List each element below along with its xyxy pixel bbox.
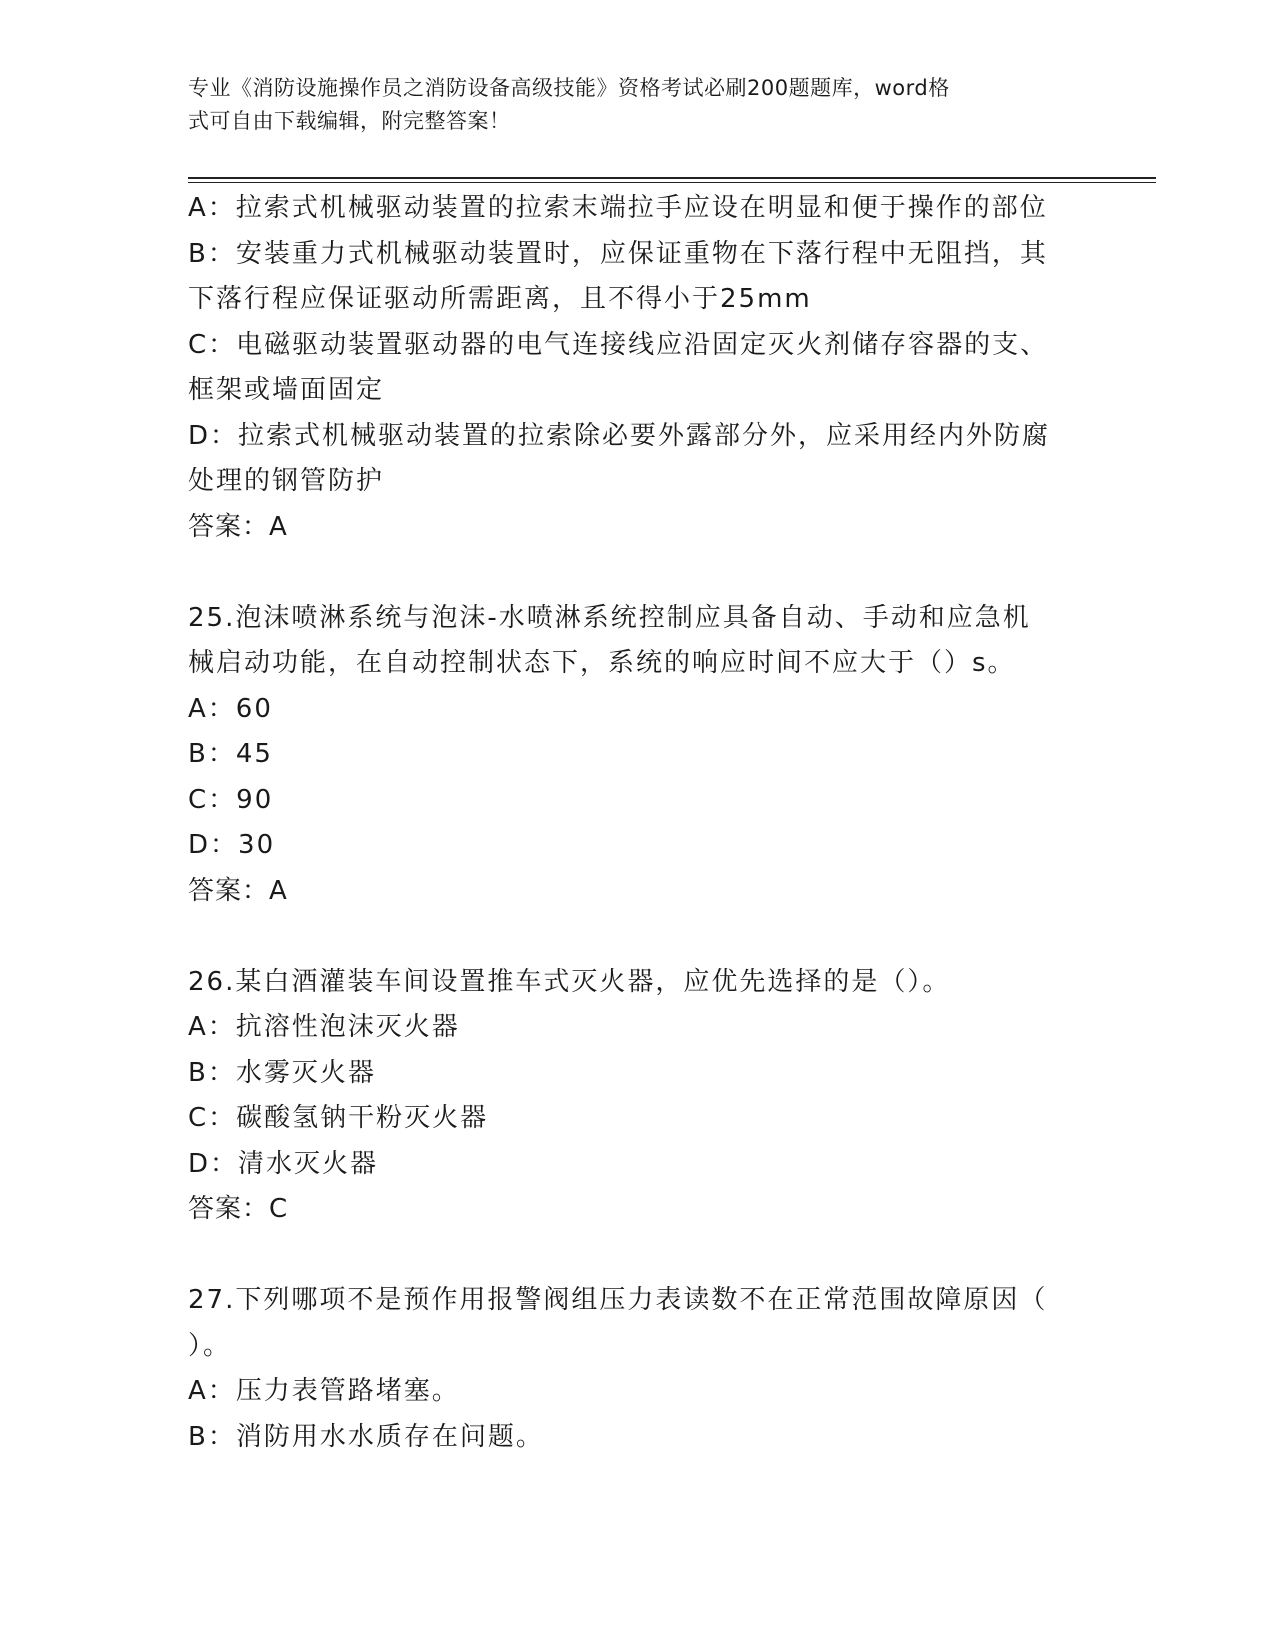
header-line-1: 专业《消防设施操作员之消防设备高级技能》资格考试必刷200题题库，word格 (188, 76, 950, 100)
question-spacer (188, 550, 1088, 596)
option-b: B：水雾灭火器 (188, 1057, 376, 1088)
option-b: B：安装重力式机械驱动装置时，应保证重物在下落行程中无阻挡，其 (188, 238, 1048, 269)
document-header (188, 72, 1068, 138)
question-25 (188, 596, 1088, 915)
question-list (188, 186, 1088, 1460)
answer-label: 答案：C (188, 1194, 289, 1224)
answer-label: 答案：A (188, 875, 288, 906)
header-divider-thin (188, 182, 1156, 183)
question-stem: 25.泡沫喷淋系统与泡沫-水喷淋系统控制应具备自动、手动和应急机 (188, 602, 1031, 633)
option-b: B：消防用水水质存在问题。 (188, 1421, 544, 1452)
option-b: B：45 (188, 739, 273, 769)
option-a: A：抗溶性泡沫灭火器 (188, 1012, 460, 1042)
option-a: A：压力表管路堵塞。 (188, 1376, 460, 1406)
header-line-2: 式可自由下载编辑，附完整答案！ (188, 109, 511, 133)
option-c: C：电磁驱动装置驱动器的电气连接线应沿固定灭火剂储存容器的支、 (188, 329, 1049, 360)
question-stem-continued: 械启动功能，在自动控制状态下，系统的响应时间不应大于（）s。 (188, 648, 1016, 678)
question-spacer (188, 1233, 1088, 1279)
question-stem: 27.下列哪项不是预作用报警阀组压力表读数不在正常范围故障原因（ (188, 1285, 1048, 1315)
question-spacer (188, 914, 1088, 960)
option-c: C：碳酸氢钠干粉灭火器 (188, 1103, 489, 1133)
question-24-options (188, 186, 1088, 550)
option-d-continued: 处理的钢管防护 (188, 466, 385, 496)
question-stem-continued: ）。 (188, 1330, 232, 1361)
option-d: D：清水灭火器 (188, 1148, 379, 1179)
question-27 (188, 1278, 1088, 1460)
header-divider-thick (188, 177, 1156, 179)
option-b-continued: 下落行程应保证驱动所需距离，且不得小于25mm (188, 284, 812, 314)
question-26 (188, 960, 1088, 1233)
option-a: A：60 (188, 693, 273, 724)
option-d: D：拉索式机械驱动装置的拉索除必要外露部分外，应采用经内外防腐 (188, 420, 1051, 451)
answer-label: 答案：A (188, 511, 288, 542)
option-d: D：30 (188, 830, 276, 860)
question-stem: 26.某白酒灌装车间设置推车式灭火器，应优先选择的是（）。 (188, 966, 951, 997)
option-c: C：90 (188, 784, 274, 815)
option-a: A：拉索式机械驱动装置的拉索末端拉手应设在明显和便于操作的部位 (188, 193, 1048, 223)
option-c-continued: 框架或墙面固定 (188, 375, 385, 405)
